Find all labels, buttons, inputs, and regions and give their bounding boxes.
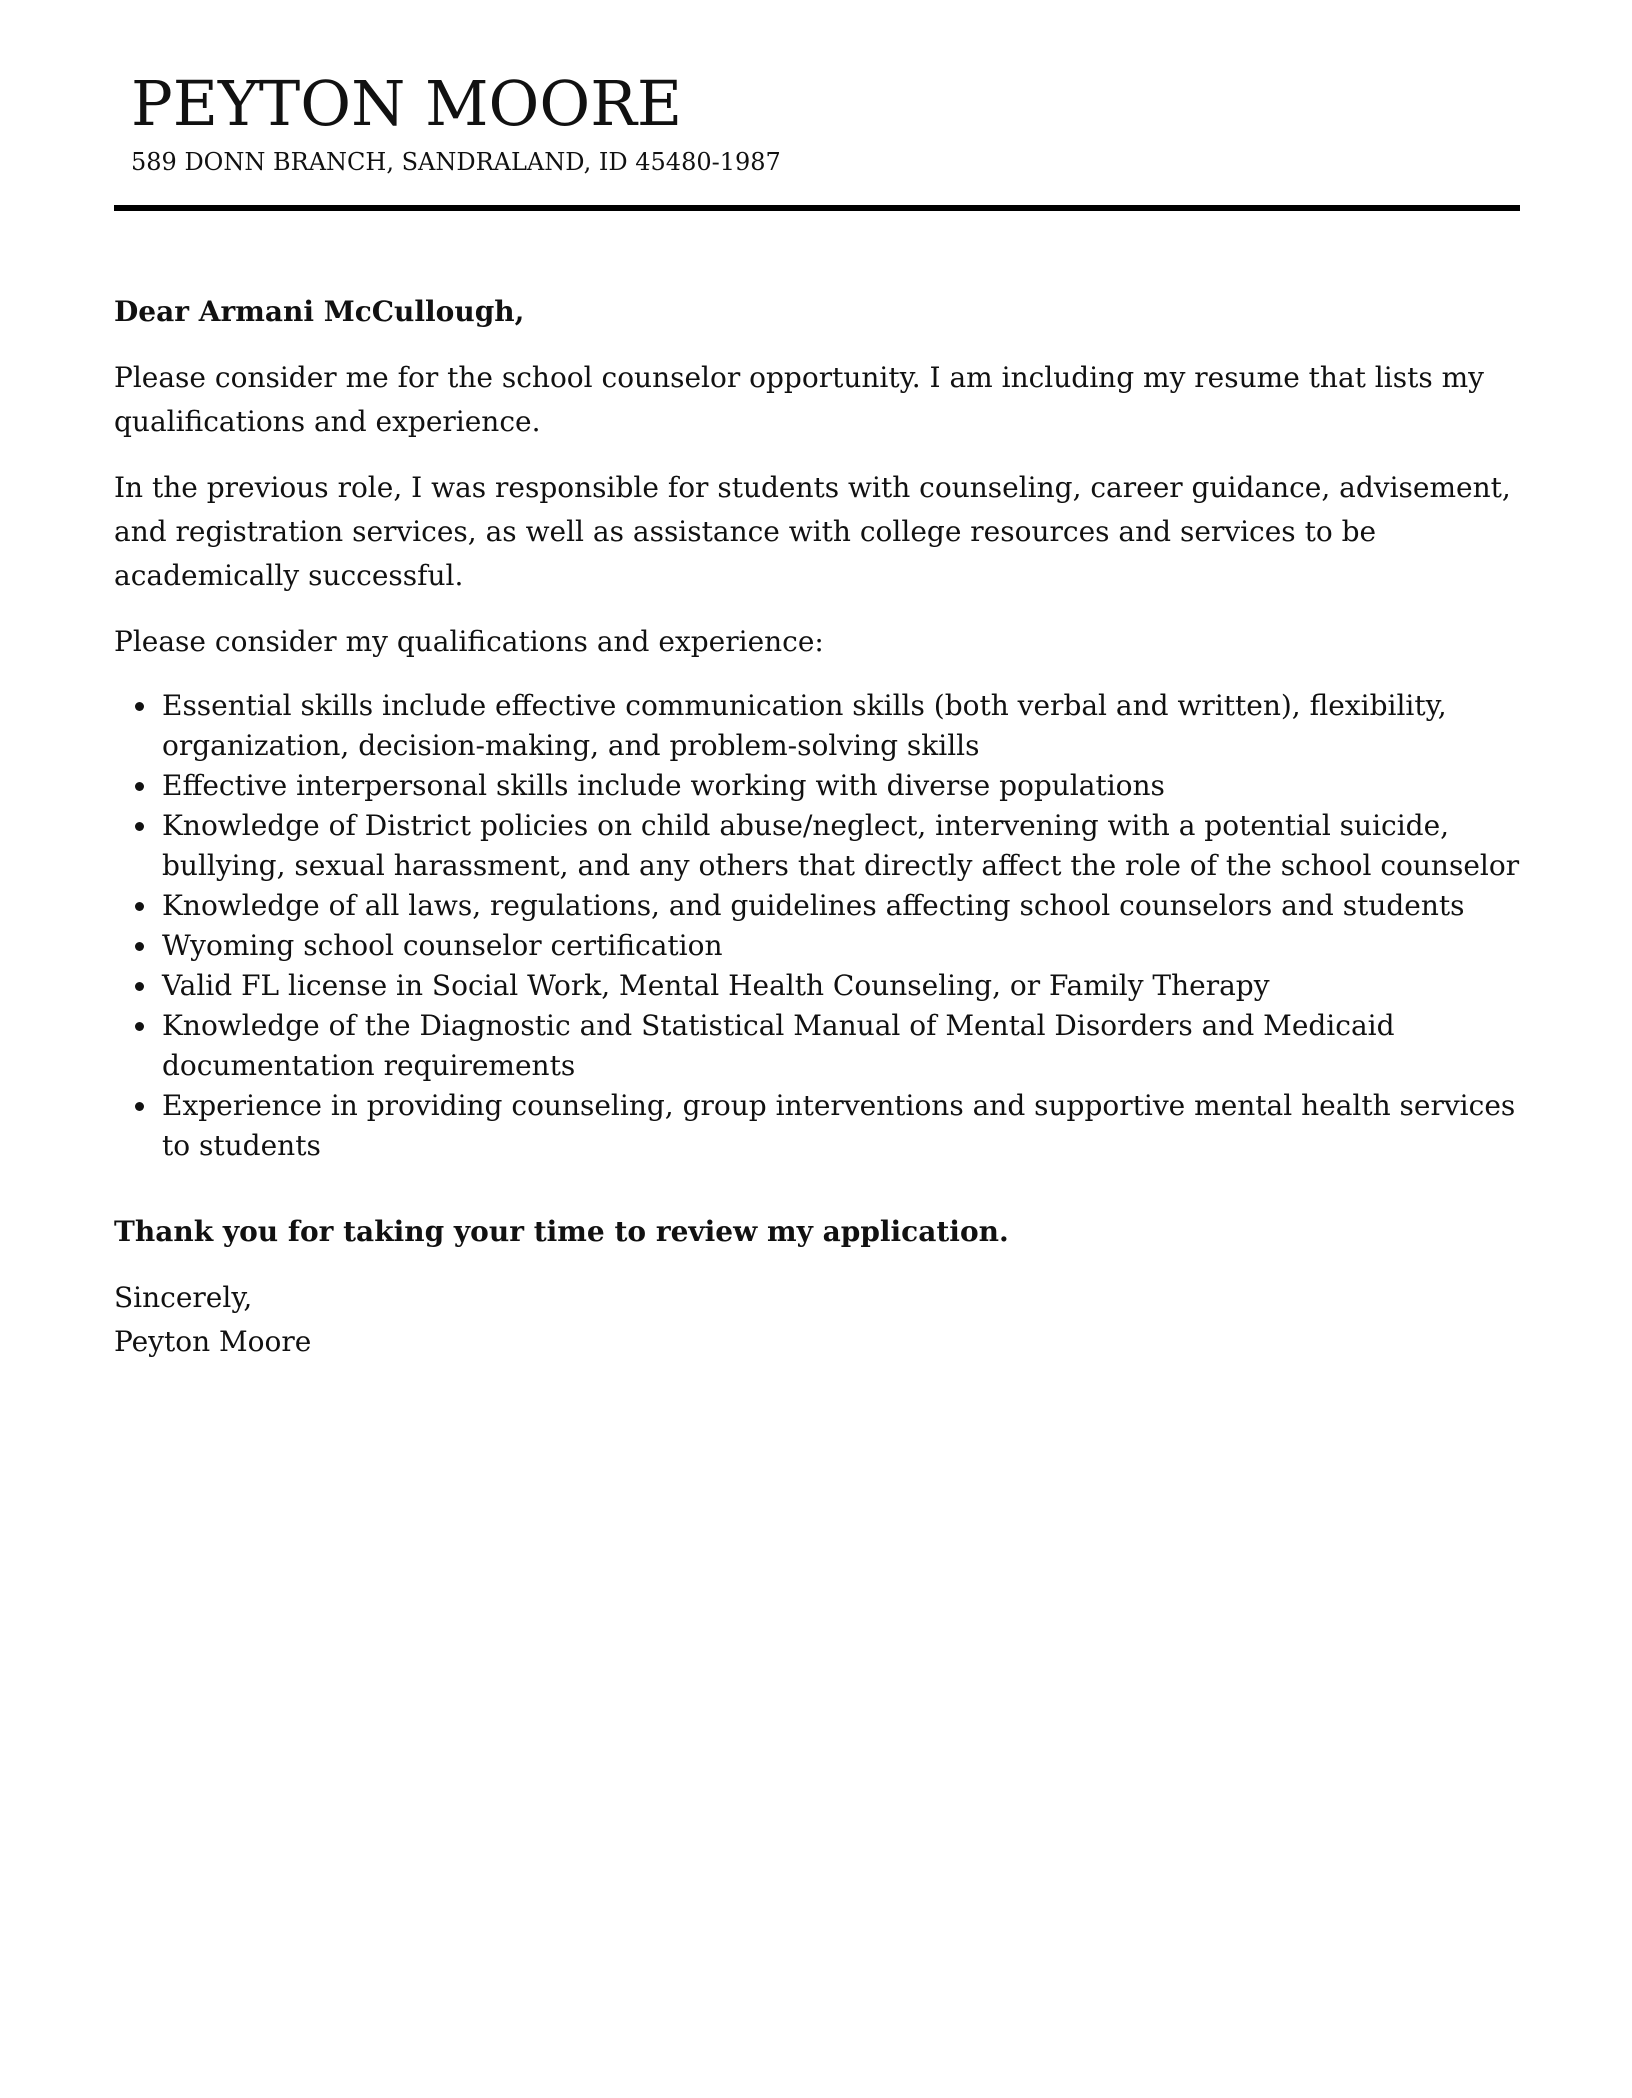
bullet-icon <box>135 942 144 951</box>
list-item <box>162 686 1524 766</box>
letter-header <box>131 68 1511 178</box>
closing-statement: Thank you for taking your time to review my application. <box>114 1215 1009 1248</box>
list-item <box>162 886 1524 926</box>
bullet-icon <box>135 902 144 911</box>
signoff: Sincerely, <box>114 1281 253 1314</box>
applicant-name: PEYTON MOORE <box>131 67 683 140</box>
letter-body <box>114 290 1524 1364</box>
list-item-text: Knowledge of all laws, regulations, and guidelines affecting school counselors and students <box>162 889 1465 922</box>
list-item-text: Effective interpersonal skills include working with diverse populations <box>162 769 1165 802</box>
bullet-icon <box>135 982 144 991</box>
list-item <box>162 966 1524 1006</box>
list-item <box>162 766 1524 806</box>
list-item-text: Essential skills include effective communication skills (both verbal and written), flexibility, organization, decision-making, and problem-solving skills <box>162 689 1447 762</box>
list-item <box>162 926 1524 966</box>
qualifications-list <box>114 686 1524 1166</box>
qualifications-intro: Please consider my qualifications and experience: <box>114 625 824 658</box>
list-item <box>162 1086 1524 1166</box>
list-item-text: Experience in providing counseling, group interventions and supportive mental health services to students <box>162 1089 1516 1162</box>
experience-paragraph: In the previous role, I was responsible for students with counseling, career guidance, advisement, and registration services, as well as assistance with college resources and services to be academically successful. <box>114 471 1511 592</box>
list-item <box>162 806 1524 886</box>
bullet-icon <box>135 782 144 791</box>
bullet-icon <box>135 1102 144 1111</box>
bullet-icon <box>135 702 144 711</box>
list-item-text: Knowledge of District policies on child abuse/neglect, intervening with a potential suicide, bullying, sexual harassment, and any others that directly affect the role of the school counselor <box>162 809 1520 882</box>
intro-paragraph: Please consider me for the school counselor opportunity. I am including my resume that lists my qualifications and experience. <box>114 361 1484 438</box>
salutation: Dear Armani McCullough, <box>114 295 525 328</box>
bullet-icon <box>135 822 144 831</box>
list-item-text: Knowledge of the Diagnostic and Statistical Manual of Mental Disorders and Medicaid documentation requirements <box>162 1009 1395 1082</box>
signature-name: Peyton Moore <box>114 1325 312 1358</box>
header-divider <box>114 205 1520 211</box>
bullet-icon <box>135 1022 144 1031</box>
applicant-address: 589 DONN BRANCH, SANDRALAND, ID 45480-1987 <box>131 148 781 176</box>
list-item-text: Valid FL license in Social Work, Mental Health Counseling, or Family Therapy <box>162 969 1270 1002</box>
list-item <box>162 1006 1524 1086</box>
list-item-text: Wyoming school counselor certification <box>162 929 723 962</box>
